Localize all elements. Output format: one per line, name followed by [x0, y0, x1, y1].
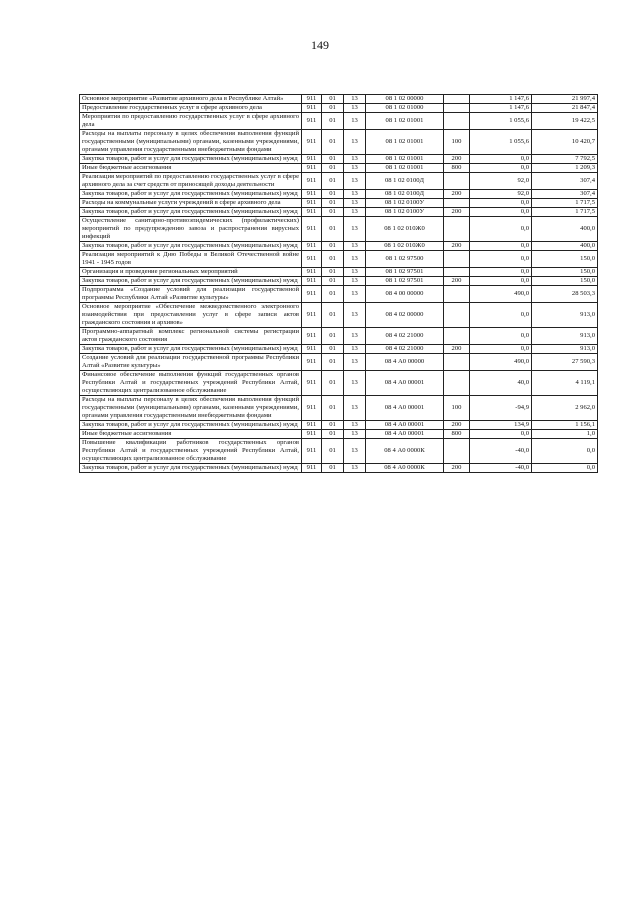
row-expense-type-cell	[444, 371, 470, 396]
row-expense-type-cell: 200	[444, 345, 470, 354]
row-amount-total-cell: 0,0	[532, 439, 598, 464]
row-amount-total-cell: 10 420,7	[532, 130, 598, 155]
row-subsection-cell: 13	[344, 371, 366, 396]
row-grbs-cell: 911	[302, 396, 322, 421]
row-grbs-cell: 911	[302, 155, 322, 164]
row-target-article-cell: 08 1 02 00000	[366, 95, 444, 104]
row-target-article-cell: 08 1 02 97501	[366, 277, 444, 286]
row-target-article-cell: 08 4 02 21000	[366, 345, 444, 354]
table-row	[80, 439, 598, 464]
row-amount-change-cell: 0,0	[470, 303, 532, 328]
row-grbs-cell: 911	[302, 328, 322, 345]
table-row	[80, 173, 598, 190]
row-target-article-cell: 08 1 02 01000	[366, 104, 444, 113]
row-section-cell: 01	[322, 173, 344, 190]
row-expense-type-cell: 800	[444, 430, 470, 439]
table-row	[80, 104, 598, 113]
row-name-cell: Закупка товаров, работ и услуг для государственных (муниципальных) нужд	[80, 155, 302, 164]
table-row	[80, 190, 598, 199]
row-section-cell: 01	[322, 354, 344, 371]
row-amount-change-cell: 1 055,6	[470, 130, 532, 155]
row-subsection-cell: 13	[344, 190, 366, 199]
row-target-article-cell: 08 1 02 0100Д	[366, 173, 444, 190]
row-name-cell: Закупка товаров, работ и услуг для государственных (муниципальных) нужд	[80, 421, 302, 430]
row-amount-total-cell: 1 209,3	[532, 164, 598, 173]
row-subsection-cell: 13	[344, 345, 366, 354]
row-expense-type-cell: 200	[444, 242, 470, 251]
row-section-cell: 01	[322, 371, 344, 396]
row-amount-total-cell: 150,0	[532, 277, 598, 286]
row-target-article-cell: 08 1 02 0100У	[366, 199, 444, 208]
row-section-cell: 01	[322, 199, 344, 208]
row-section-cell: 01	[322, 95, 344, 104]
table-row	[80, 371, 598, 396]
table-row	[80, 164, 598, 173]
row-amount-total-cell: 307,4	[532, 173, 598, 190]
table-row	[80, 199, 598, 208]
row-expense-type-cell: 200	[444, 208, 470, 217]
row-name-cell: Финансовое обеспечение выполнения функций государственных органов Республики Алтай и государственных учреждений Республики Алтай, осуществляющих централизованное обслуживание	[80, 371, 302, 396]
row-amount-change-cell: 1 147,6	[470, 104, 532, 113]
row-name-cell: Осуществление санитарно-противоэпидемических (профилактических) мероприятий по предупреждению завоза и распространения вирусных инфекций	[80, 217, 302, 242]
row-section-cell: 01	[322, 104, 344, 113]
row-expense-type-cell: 100	[444, 396, 470, 421]
row-section-cell: 01	[322, 439, 344, 464]
row-amount-change-cell: 92,0	[470, 190, 532, 199]
row-amount-total-cell: 19 422,5	[532, 113, 598, 130]
row-target-article-cell: 08 1 02 97500	[366, 251, 444, 268]
row-name-cell: Закупка товаров, работ и услуг для государственных (муниципальных) нужд	[80, 208, 302, 217]
row-section-cell: 01	[322, 277, 344, 286]
row-amount-total-cell: 913,0	[532, 303, 598, 328]
row-target-article-cell: 08 1 02 01001	[366, 130, 444, 155]
row-subsection-cell: 13	[344, 130, 366, 155]
row-section-cell: 01	[322, 303, 344, 328]
row-target-article-cell: 08 1 02 01001	[366, 164, 444, 173]
row-expense-type-cell: 800	[444, 164, 470, 173]
row-amount-total-cell: 4 119,1	[532, 371, 598, 396]
row-target-article-cell: 08 4 А0 00001	[366, 396, 444, 421]
table-row	[80, 277, 598, 286]
row-target-article-cell: 08 4 02 00000	[366, 303, 444, 328]
row-name-cell: Расходы на коммунальные услуги учреждений в сфере архивного дела	[80, 199, 302, 208]
row-amount-change-cell: 0,0	[470, 155, 532, 164]
row-grbs-cell: 911	[302, 371, 322, 396]
row-grbs-cell: 911	[302, 268, 322, 277]
row-name-cell: Повышение квалификации работников государственных органов Республики Алтай и государственных учреждений Республики Алтай, осуществляющих централизованное обслуживание	[80, 439, 302, 464]
row-expense-type-cell	[444, 113, 470, 130]
row-grbs-cell: 911	[302, 303, 322, 328]
row-amount-total-cell: 150,0	[532, 268, 598, 277]
row-grbs-cell: 911	[302, 130, 322, 155]
row-section-cell: 01	[322, 208, 344, 217]
table-row	[80, 421, 598, 430]
row-subsection-cell: 13	[344, 430, 366, 439]
row-amount-total-cell: 7 792,5	[532, 155, 598, 164]
row-subsection-cell: 13	[344, 354, 366, 371]
row-expense-type-cell	[444, 173, 470, 190]
row-name-cell: Закупка товаров, работ и услуг для государственных (муниципальных) нужд	[80, 345, 302, 354]
row-grbs-cell: 911	[302, 104, 322, 113]
row-subsection-cell: 13	[344, 164, 366, 173]
row-section-cell: 01	[322, 396, 344, 421]
row-amount-change-cell: 1 147,6	[470, 95, 532, 104]
row-section-cell: 01	[322, 217, 344, 242]
row-section-cell: 01	[322, 251, 344, 268]
row-name-cell: Закупка товаров, работ и услуг для государственных (муниципальных) нужд	[80, 464, 302, 473]
row-amount-total-cell: 28 503,3	[532, 286, 598, 303]
row-amount-change-cell: -40,0	[470, 464, 532, 473]
table-row	[80, 217, 598, 242]
row-grbs-cell: 911	[302, 113, 322, 130]
row-expense-type-cell	[444, 104, 470, 113]
row-expense-type-cell	[444, 268, 470, 277]
row-expense-type-cell: 200	[444, 421, 470, 430]
row-amount-change-cell: 134,9	[470, 421, 532, 430]
row-expense-type-cell: 200	[444, 464, 470, 473]
row-section-cell: 01	[322, 130, 344, 155]
row-name-cell: Закупка товаров, работ и услуг для государственных (муниципальных) нужд	[80, 190, 302, 199]
row-amount-total-cell: 21 997,4	[532, 95, 598, 104]
row-name-cell: Закупка товаров, работ и услуг для государственных (муниципальных) нужд	[80, 277, 302, 286]
row-expense-type-cell: 200	[444, 190, 470, 199]
row-name-cell: Организация и проведение региональных мероприятий	[80, 268, 302, 277]
row-target-article-cell: 08 4 А0 00000	[366, 354, 444, 371]
row-amount-change-cell: 0,0	[470, 242, 532, 251]
row-amount-total-cell: 2 962,0	[532, 396, 598, 421]
row-amount-total-cell: 913,0	[532, 345, 598, 354]
row-subsection-cell: 13	[344, 104, 366, 113]
row-grbs-cell: 911	[302, 199, 322, 208]
row-section-cell: 01	[322, 164, 344, 173]
row-section-cell: 01	[322, 345, 344, 354]
row-target-article-cell: 08 1 02 010Ж0	[366, 217, 444, 242]
table-row	[80, 155, 598, 164]
row-amount-total-cell: 27 590,3	[532, 354, 598, 371]
row-amount-total-cell: 1 717,5	[532, 199, 598, 208]
budget-table	[79, 94, 598, 473]
row-amount-change-cell: 0,0	[470, 164, 532, 173]
row-name-cell: Реализация мероприятий к Дню Победы в Великой Отечественной войне 1941 - 1945 годов	[80, 251, 302, 268]
row-amount-change-cell: 40,0	[470, 371, 532, 396]
row-grbs-cell: 911	[302, 217, 322, 242]
row-amount-change-cell: 0,0	[470, 345, 532, 354]
row-amount-change-cell: 0,0	[470, 268, 532, 277]
table-row	[80, 251, 598, 268]
table-row	[80, 430, 598, 439]
row-grbs-cell: 911	[302, 464, 322, 473]
row-section-cell: 01	[322, 421, 344, 430]
table-row	[80, 303, 598, 328]
table-row	[80, 130, 598, 155]
row-subsection-cell: 13	[344, 439, 366, 464]
row-grbs-cell: 911	[302, 208, 322, 217]
row-amount-change-cell: 0,0	[470, 277, 532, 286]
row-name-cell: Реализация мероприятий по предоставлению государственных услуг в сфере архивного дела за счет средств от приносящей доходы деятельности	[80, 173, 302, 190]
table-row	[80, 113, 598, 130]
row-grbs-cell: 911	[302, 251, 322, 268]
row-grbs-cell: 911	[302, 164, 322, 173]
table-row	[80, 286, 598, 303]
row-subsection-cell: 13	[344, 277, 366, 286]
row-amount-total-cell: 21 847,4	[532, 104, 598, 113]
row-section-cell: 01	[322, 430, 344, 439]
row-subsection-cell: 13	[344, 199, 366, 208]
row-amount-total-cell: 1 717,5	[532, 208, 598, 217]
table-row	[80, 208, 598, 217]
row-target-article-cell: 08 4 А0 0000К	[366, 464, 444, 473]
row-section-cell: 01	[322, 268, 344, 277]
row-expense-type-cell	[444, 439, 470, 464]
row-target-article-cell: 08 4 02 21000	[366, 328, 444, 345]
row-section-cell: 01	[322, 113, 344, 130]
row-name-cell: Предоставление государственных услуг в сфере архивного дела	[80, 104, 302, 113]
row-amount-total-cell: 913,0	[532, 328, 598, 345]
table-row	[80, 242, 598, 251]
row-grbs-cell: 911	[302, 173, 322, 190]
row-expense-type-cell	[444, 354, 470, 371]
row-amount-total-cell: 307,4	[532, 190, 598, 199]
table-row	[80, 354, 598, 371]
page-number: 149	[311, 38, 329, 52]
table-row	[80, 345, 598, 354]
row-amount-total-cell: 400,0	[532, 242, 598, 251]
row-amount-total-cell: 1 156,1	[532, 421, 598, 430]
row-amount-change-cell: 0,0	[470, 208, 532, 217]
table-row	[80, 396, 598, 421]
row-expense-type-cell	[444, 286, 470, 303]
row-subsection-cell: 13	[344, 328, 366, 345]
row-subsection-cell: 13	[344, 242, 366, 251]
row-section-cell: 01	[322, 242, 344, 251]
row-subsection-cell: 13	[344, 95, 366, 104]
row-name-cell: Основное мероприятие «Развитие архивного дела в Республике Алтай»	[80, 95, 302, 104]
row-name-cell: Основное мероприятие «Обеспечение межведомственного электронного взаимодействия при предоставлении услуг в сфере записи актов гражданского состояния и архивов»	[80, 303, 302, 328]
row-amount-change-cell: 0,0	[470, 430, 532, 439]
row-subsection-cell: 13	[344, 155, 366, 164]
row-amount-change-cell: 1 055,6	[470, 113, 532, 130]
row-expense-type-cell	[444, 95, 470, 104]
row-expense-type-cell	[444, 199, 470, 208]
row-subsection-cell: 13	[344, 396, 366, 421]
row-target-article-cell: 08 4 А0 00001	[366, 430, 444, 439]
table-row	[80, 268, 598, 277]
table-row	[80, 328, 598, 345]
row-target-article-cell: 08 4 А0 0000К	[366, 439, 444, 464]
row-amount-change-cell: 0,0	[470, 199, 532, 208]
row-grbs-cell: 911	[302, 354, 322, 371]
row-subsection-cell: 13	[344, 268, 366, 277]
row-expense-type-cell: 200	[444, 277, 470, 286]
row-grbs-cell: 911	[302, 242, 322, 251]
budget-table-body	[80, 95, 598, 473]
row-target-article-cell: 08 4 А0 00001	[366, 371, 444, 396]
row-amount-change-cell: 490,0	[470, 354, 532, 371]
row-grbs-cell: 911	[302, 430, 322, 439]
row-target-article-cell: 08 1 02 0100Д	[366, 190, 444, 199]
row-subsection-cell: 13	[344, 113, 366, 130]
row-subsection-cell: 13	[344, 421, 366, 430]
row-target-article-cell: 08 1 02 01001	[366, 113, 444, 130]
row-name-cell: Иные бюджетные ассигнования	[80, 430, 302, 439]
row-name-cell: Создание условий для реализации государственной программы Республики Алтай «Развитие культуры»	[80, 354, 302, 371]
row-section-cell: 01	[322, 190, 344, 199]
row-grbs-cell: 911	[302, 95, 322, 104]
row-section-cell: 01	[322, 286, 344, 303]
row-expense-type-cell	[444, 251, 470, 268]
row-section-cell: 01	[322, 328, 344, 345]
row-target-article-cell: 08 1 02 010Ж0	[366, 242, 444, 251]
table-row	[80, 95, 598, 104]
row-target-article-cell: 08 4 00 00000	[366, 286, 444, 303]
row-amount-total-cell: 150,0	[532, 251, 598, 268]
row-subsection-cell: 13	[344, 286, 366, 303]
row-section-cell: 01	[322, 155, 344, 164]
row-amount-change-cell: 0,0	[470, 217, 532, 242]
row-grbs-cell: 911	[302, 421, 322, 430]
row-name-cell: Мероприятия по предоставлению государственных услуг в сфере архивного дела	[80, 113, 302, 130]
row-amount-total-cell: 0,0	[532, 464, 598, 473]
row-amount-change-cell: 0,0	[470, 251, 532, 268]
row-target-article-cell: 08 1 02 97501	[366, 268, 444, 277]
row-expense-type-cell: 200	[444, 155, 470, 164]
row-expense-type-cell	[444, 303, 470, 328]
row-subsection-cell: 13	[344, 173, 366, 190]
row-grbs-cell: 911	[302, 345, 322, 354]
row-target-article-cell: 08 1 02 0100У	[366, 208, 444, 217]
row-expense-type-cell	[444, 217, 470, 242]
row-grbs-cell: 911	[302, 190, 322, 199]
row-amount-change-cell: 92,0	[470, 173, 532, 190]
row-target-article-cell: 08 1 02 01001	[366, 155, 444, 164]
table-row	[80, 464, 598, 473]
row-amount-change-cell: -40,0	[470, 439, 532, 464]
row-subsection-cell: 13	[344, 251, 366, 268]
row-name-cell: Расходы на выплаты персоналу в целях обеспечения выполнения функций государственными (муниципальными) органами, казенными учреждениями, органами управления государственными внебюджетными фондами	[80, 130, 302, 155]
row-target-article-cell: 08 4 А0 00001	[366, 421, 444, 430]
row-amount-change-cell: -94,9	[470, 396, 532, 421]
row-name-cell: Программно-аппаратный комплекс региональной системы регистрации актов гражданского состояния	[80, 328, 302, 345]
row-grbs-cell: 911	[302, 439, 322, 464]
row-name-cell: Расходы на выплаты персоналу в целях обеспечения выполнения функций государственными (муниципальными) органами, казенными учреждениями, органами управления государственными внебюджетными фондами	[80, 396, 302, 421]
row-grbs-cell: 911	[302, 286, 322, 303]
row-subsection-cell: 13	[344, 208, 366, 217]
row-subsection-cell: 13	[344, 464, 366, 473]
row-name-cell: Подпрограмма «Создание условий для реализации государственной программы Республики Алтай «Развитие культуры»	[80, 286, 302, 303]
row-amount-total-cell: 1,0	[532, 430, 598, 439]
row-subsection-cell: 13	[344, 303, 366, 328]
row-grbs-cell: 911	[302, 277, 322, 286]
row-amount-total-cell: 400,0	[532, 217, 598, 242]
row-expense-type-cell	[444, 328, 470, 345]
row-amount-change-cell: 0,0	[470, 328, 532, 345]
row-expense-type-cell: 100	[444, 130, 470, 155]
row-section-cell: 01	[322, 464, 344, 473]
row-name-cell: Закупка товаров, работ и услуг для государственных (муниципальных) нужд	[80, 242, 302, 251]
row-amount-change-cell: 490,0	[470, 286, 532, 303]
row-subsection-cell: 13	[344, 217, 366, 242]
row-name-cell: Иные бюджетные ассигнования	[80, 164, 302, 173]
